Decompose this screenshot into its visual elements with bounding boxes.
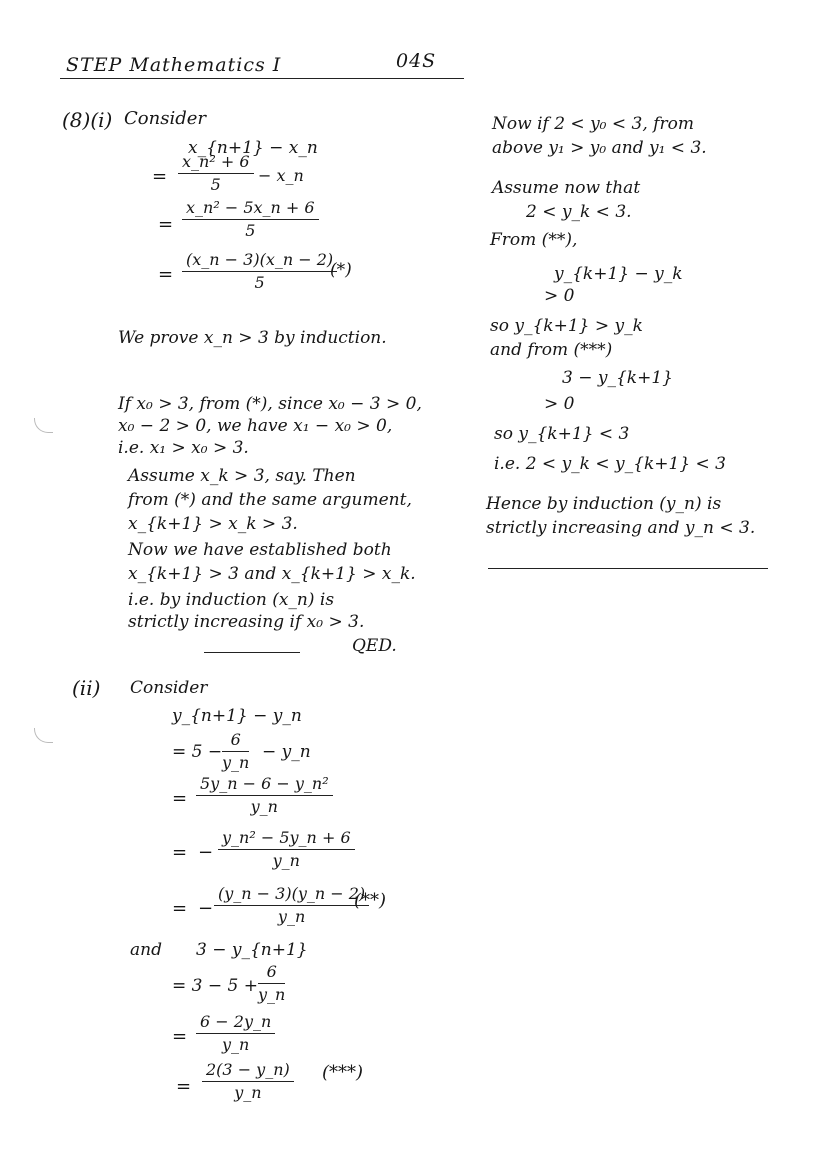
fraction-numerator: 2(3 − y_n) xyxy=(202,1060,294,1082)
right-line-13: i.e. 2 < y_k < y_{k+1} < 3 xyxy=(494,454,726,474)
eq-sign: = xyxy=(158,264,174,285)
punch-hole-top xyxy=(34,418,53,433)
punch-hole-bottom xyxy=(34,728,53,743)
part-ii-expression: y_{n+1} − y_n xyxy=(172,706,302,726)
fraction-denominator: 5 xyxy=(210,175,221,194)
eq-sign: = xyxy=(172,842,188,863)
minus-sign: − xyxy=(198,898,214,919)
part-i-consider: Consider xyxy=(124,108,206,129)
eq-sign: = xyxy=(172,788,188,809)
fraction-step-1 xyxy=(178,152,254,194)
and-expression: 3 − y_{n+1} xyxy=(196,940,308,960)
proof-line-2: x₀ − 2 > 0, we have x₁ − x₀ > 0, xyxy=(118,416,393,436)
fraction-e4 xyxy=(214,884,369,926)
eq-sign: = xyxy=(172,898,188,919)
fraction-step-2 xyxy=(182,198,319,240)
fraction-denominator: y_n xyxy=(234,1083,262,1102)
proof-line-1: If x₀ > 3, from (*), since x₀ − 3 > 0, xyxy=(118,394,422,414)
header-title: STEP Mathematics I xyxy=(66,54,282,76)
fraction-e1 xyxy=(222,730,249,772)
fraction-numerator: x_n² − 5x_n + 6 xyxy=(182,198,319,220)
step-1-tail: − x_n xyxy=(258,166,304,185)
fraction-denominator: y_n xyxy=(277,907,306,926)
fraction-f2 xyxy=(196,1012,275,1054)
right-line-14: Hence by induction (y_n) is xyxy=(486,494,722,514)
proof-line-10: strictly increasing if x₀ > 3. xyxy=(128,612,365,632)
fraction-denominator: y_n xyxy=(258,985,286,1004)
part-i-label: (8)(i) xyxy=(62,108,113,132)
minus-sign: − xyxy=(198,842,214,863)
fraction-f1 xyxy=(258,962,285,1004)
fraction-denominator: y_n xyxy=(272,851,300,870)
fraction-denominator: y_n xyxy=(221,1035,250,1054)
fraction-numerator: 5y_n − 6 − y_n² xyxy=(196,774,333,796)
proof-line-6: x_{k+1} > x_k > 3. xyxy=(128,514,298,534)
step-f1-prefix: = 3 − 5 + xyxy=(172,976,258,996)
fraction-e2 xyxy=(196,774,333,816)
fraction-denominator: 5 xyxy=(254,273,265,292)
header-code: 04S xyxy=(396,50,437,72)
step-e1-prefix: = 5 − xyxy=(172,742,223,762)
right-line-7: > 0 xyxy=(544,286,575,306)
right-line-11: > 0 xyxy=(544,394,575,414)
proof-line-8: x_{k+1} > 3 and x_{k+1} > x_k. xyxy=(128,564,416,584)
double-star-tag: (**) xyxy=(354,890,387,911)
triple-star-tag: (***) xyxy=(322,1062,364,1083)
star-tag: (*) xyxy=(330,260,352,280)
fraction-numerator: (y_n − 3)(y_n − 2) xyxy=(214,884,369,906)
proof-line-5: from (*) and the same argument, xyxy=(128,490,412,510)
proof-line-9: i.e. by induction (x_n) is xyxy=(128,590,335,610)
right-line-5: From (**), xyxy=(490,230,578,250)
right-line-15: strictly increasing and y_n < 3. xyxy=(486,518,756,538)
eq-sign: = xyxy=(176,1076,192,1097)
fraction-f3 xyxy=(202,1060,294,1102)
right-line-10: 3 − y_{k+1} xyxy=(562,368,673,388)
right-line-4: 2 < y_k < 3. xyxy=(526,202,632,222)
proof-line-3: i.e. x₁ > x₀ > 3. xyxy=(118,438,249,458)
fraction-numerator: 6 xyxy=(258,962,285,984)
proof-line-7: Now we have established both xyxy=(128,540,392,560)
eq-sign: = xyxy=(158,214,174,235)
fraction-denominator: y_n xyxy=(222,753,250,772)
eq-sign: = xyxy=(152,166,168,187)
fraction-step-3 xyxy=(182,250,337,292)
fraction-denominator: 5 xyxy=(245,221,256,240)
right-line-2: above y₁ > y₀ and y₁ < 3. xyxy=(492,138,707,158)
qed-rule xyxy=(204,652,300,653)
fraction-numerator: 6 − 2y_n xyxy=(196,1012,275,1034)
fraction-numerator: x_n² + 6 xyxy=(178,152,254,174)
right-line-12: so y_{k+1} < 3 xyxy=(494,424,630,444)
proof-line-4: Assume x_k > 3, say. Then xyxy=(128,466,356,486)
fraction-numerator: y_n² − 5y_n + 6 xyxy=(218,828,355,850)
part-i-expression: x_{n+1} − x_n xyxy=(188,138,318,158)
and-word: and xyxy=(130,940,162,960)
right-line-1: Now if 2 < y₀ < 3, from xyxy=(492,114,694,134)
fraction-denominator: y_n xyxy=(250,797,278,816)
part-ii-consider: Consider xyxy=(130,678,208,698)
fraction-numerator: 6 xyxy=(222,730,249,752)
right-line-8: so y_{k+1} > y_k xyxy=(490,316,643,336)
right-line-9: and from (***) xyxy=(490,340,613,360)
induction-intro: We prove x_n > 3 by induction. xyxy=(118,328,387,348)
end-rule xyxy=(488,568,768,569)
fraction-e3 xyxy=(218,828,355,870)
right-line-3: Assume now that xyxy=(492,178,641,198)
qed: QED. xyxy=(352,636,397,656)
step-e1-tail: − y_n xyxy=(262,742,311,762)
fraction-numerator: (x_n − 3)(x_n − 2) xyxy=(182,250,337,272)
right-line-6: y_{k+1} − y_k xyxy=(554,264,683,284)
eq-sign: = xyxy=(172,1026,188,1047)
header-rule xyxy=(60,78,464,79)
part-ii-label: (ii) xyxy=(72,676,101,700)
